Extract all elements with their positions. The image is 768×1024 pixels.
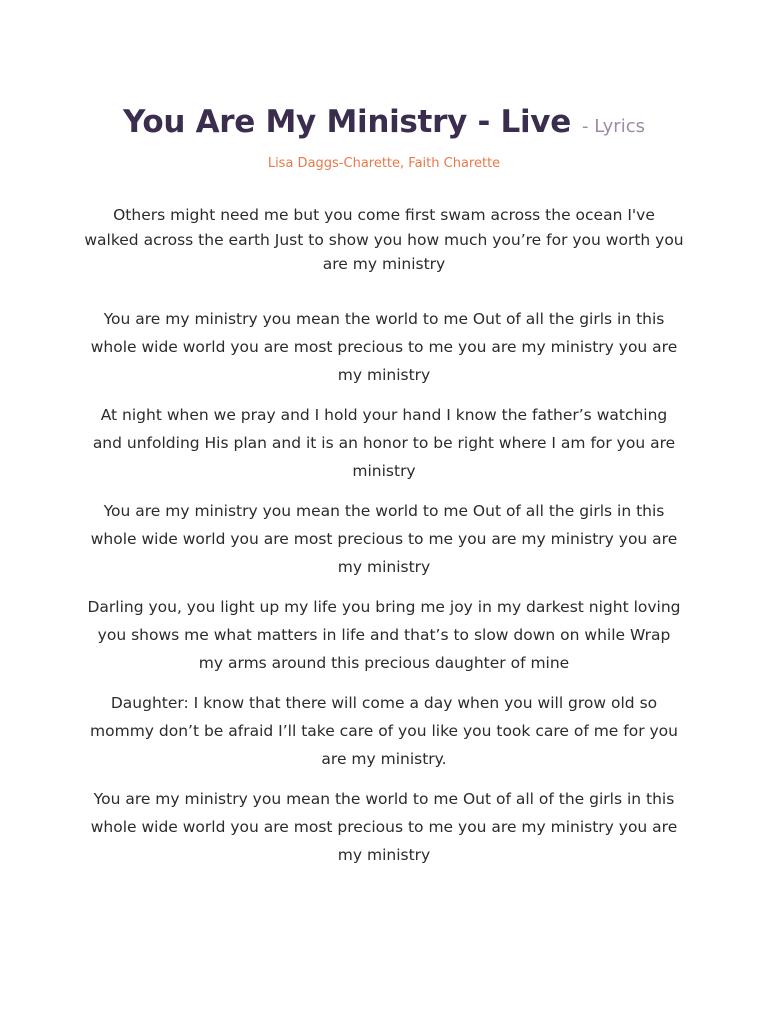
verse-5: Darling you, you light up my life you bring me joy in my darkest night loving you shows me what matters in life and that’s to slow down on while Wrap my arms around this precious daughter of mine	[87, 597, 681, 672]
lyrics-body	[84, 203, 684, 881]
title-suffix: - Lyrics	[582, 116, 645, 137]
verse-4: You are my ministry you mean the world to me Out of all the girls in this whole wide world you are most precious to me you are my ministry you are my ministry	[90, 501, 678, 576]
artist-credits: Lisa Daggs-Charette, Faith Charette	[267, 156, 501, 171]
title-row	[0, 104, 768, 140]
verse-1: Others might need me but you come first swam across the ocean I've walked across the earth Just to show you how much you’re for you worth you are my ministry	[84, 206, 684, 273]
song-title: You Are My Ministry - Live	[123, 104, 571, 140]
verse-6: Daughter: I know that there will come a day when you will grow old so mommy don’t be afraid I’ll take care of you like you took care of me for you are my ministry.	[90, 693, 678, 768]
verse-2: You are my ministry you mean the world to me Out of all the girls in this whole wide world you are most precious to me you are my ministry you are my ministry	[90, 309, 678, 384]
verse-7: You are my ministry you mean the world to me Out of all of the girls in this whole wide world you are most precious to me you are my ministry you are my ministry	[90, 789, 678, 864]
verse-3: At night when we pray and I hold your hand I know the father’s watching and unfolding His plan and it is an honor to be right where I am for you are ministry	[92, 405, 676, 480]
